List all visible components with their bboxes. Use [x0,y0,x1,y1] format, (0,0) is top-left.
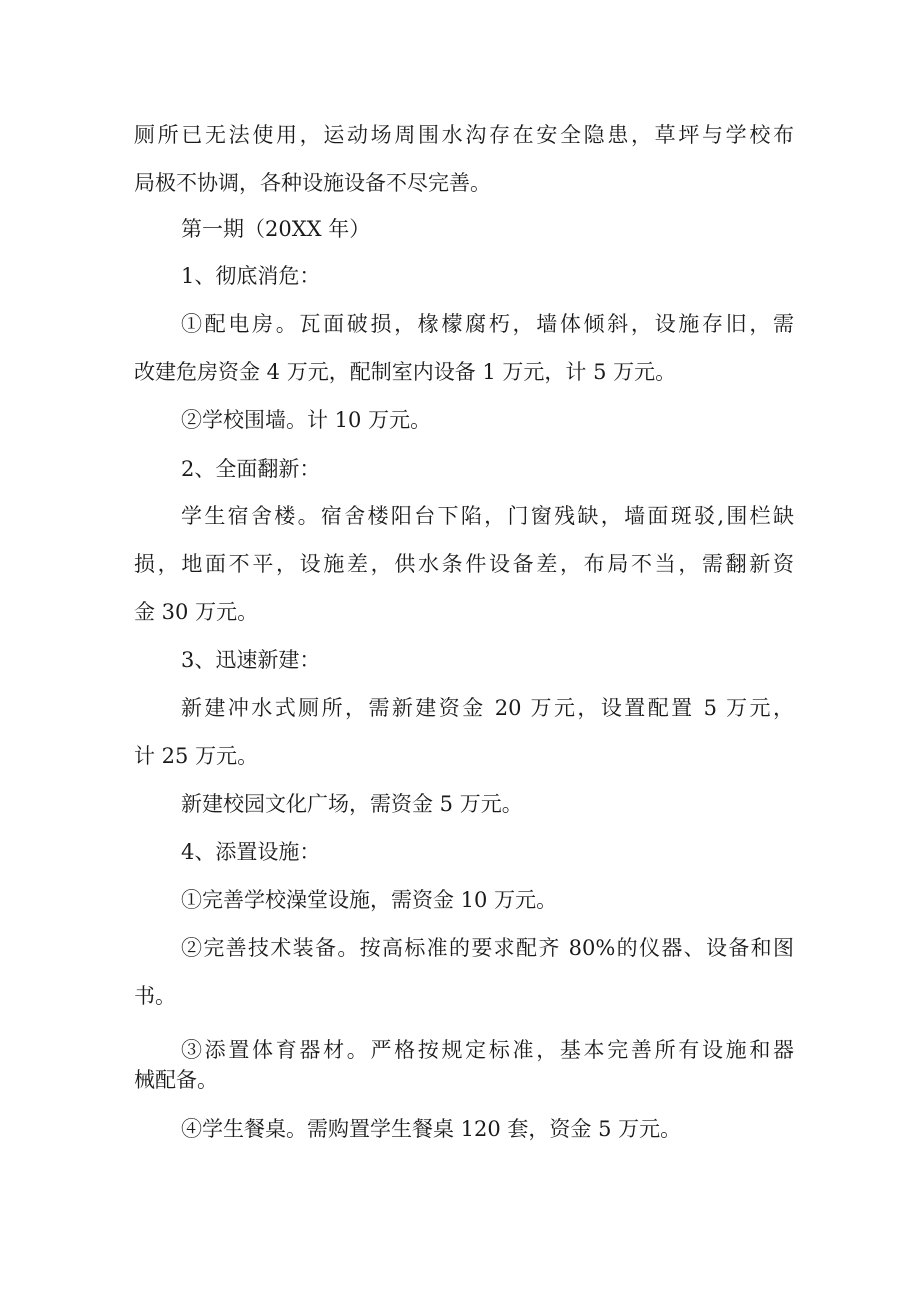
paragraph-line: 学生宿舍楼。宿舍楼阳台下陷，门窗残缺，墙面斑驳,围栏缺 [181,504,794,528]
section-heading: 4、添置设施： [181,840,321,864]
paragraph-line: ②完善技术装备。按高标准的要求配齐 80%的仪器、设备和图 [181,936,794,960]
paragraph-line: 械配备。 [134,1068,218,1092]
paragraph-line: 计 25 万元。 [134,744,259,768]
paragraph-line: ④学生餐桌。需购置学生餐桌 120 套，资金 5 万元。 [181,1117,682,1141]
paragraph-line: 厕所已无法使用，运动场周围水沟存在安全隐患，草坪与学校布 [134,123,794,147]
paragraph-line: 新建冲水式厕所，需新建资金 20 万元，设置配置 5 万元， [181,696,794,720]
paragraph-line: ③添置体育器材。严格按规定标准，基本完善所有设施和器 [181,1038,794,1062]
section-heading: 1、彻底消危： [181,264,321,288]
paragraph-line: 新建校园文化广场，需资金 5 万元。 [181,792,523,816]
paragraph-line: 书。 [134,984,176,1008]
section-heading: 2、全面翻新： [181,457,321,481]
paragraph-line: 金 30 万元。 [134,600,259,624]
paragraph-line: ②学校围墙。计 10 万元。 [181,408,432,432]
paragraph-line: ①完善学校澡堂设施，需资金 10 万元。 [181,888,558,912]
paragraph-line: 损，地面不平，设施差，供水条件设备差，布局不当，需翻新资 [134,552,794,576]
paragraph-line: 改建危房资金 4 万元，配制室内设备 1 万元，计 5 万元。 [134,360,677,384]
section-heading: 3、迅速新建： [181,648,321,672]
paragraph-line: ①配电房。瓦面破损，椽檬腐朽，墙体倾斜，设施存旧，需 [181,312,794,336]
paragraph-line: 局极不协调，各种设施设备不尽完善。 [134,171,491,195]
section-heading: 第一期（20XX 年） [181,217,371,241]
